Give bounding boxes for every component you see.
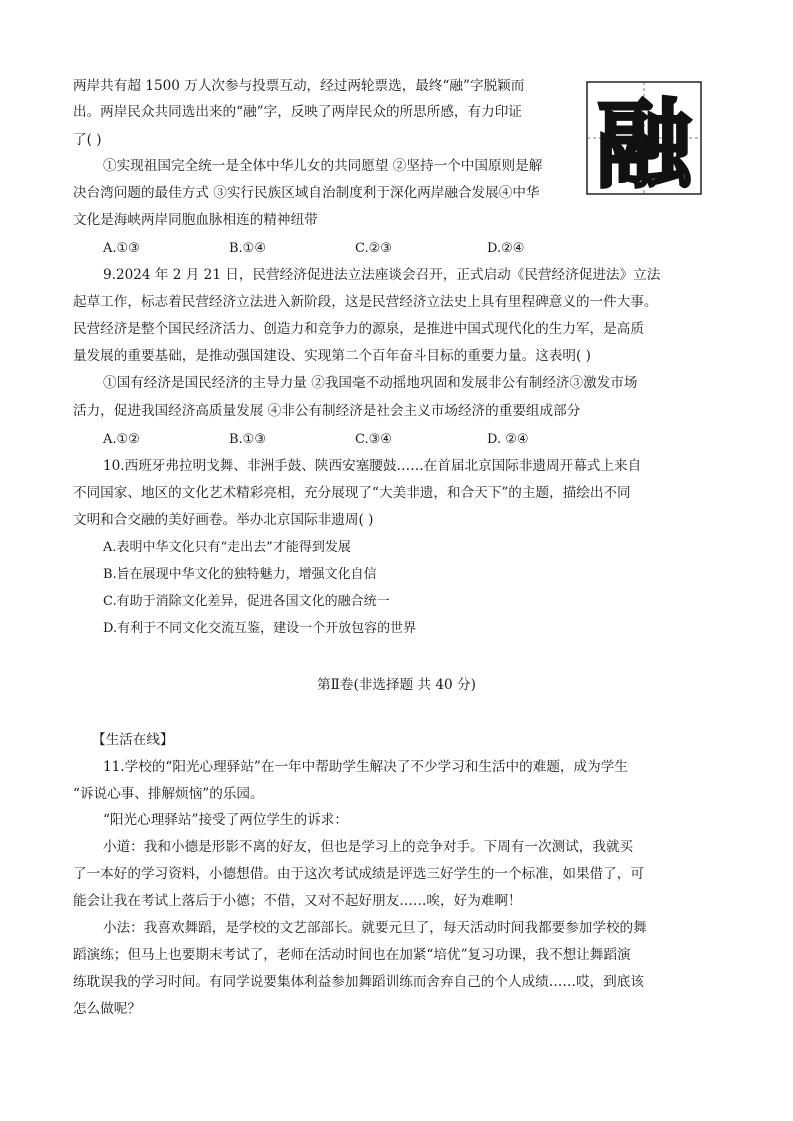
rong-character-graphic (585, 80, 703, 196)
section-heading: 【生活在线】 (92, 732, 174, 748)
q10-line-1: 10.西班牙弗拉明戈舞、非洲手鼓、陕西安塞腰鼓……在首届北京国际非遗周开幕式上来自 (103, 458, 642, 474)
q8-line-2: 出。两岸民众共同选出来的“融”字，反映了两岸民众的所思所感，有力印证 (73, 104, 522, 120)
q8-option-b[interactable]: B.①④ (229, 241, 266, 256)
q8-statement-1: ①实现祖国完全统一是全体中华儿女的共同愿望 ②坚持一个中国原则是解 (103, 158, 543, 174)
q9-option-a[interactable]: A.①② (103, 432, 140, 447)
q8-statement-3: 文化是海峡两岸同胞血脉相连的精神纽带 (73, 212, 318, 228)
q9-line-2: 起草工作，标志着民营经济立法进入新阶段，这是民营经济立法史上具有里程碑意义的一件大事。 (73, 294, 658, 310)
q9-statement-2: 活力，促进我国经济高质量发展 ④非公有制经济是社会主义市场经济的重要组成部分 (73, 403, 581, 419)
q11-line-2: “诉说心事、排解烦恼”的乐园。 (73, 786, 264, 802)
q11-line-10: 怎么做呢？ (73, 1001, 141, 1017)
q10-option-b[interactable]: B.旨在展现中华文化的独特魅力，增强文化自信 (103, 567, 377, 582)
rong-character-image (585, 80, 703, 196)
q9-line-4: 量发展的重要基础，是推动强国建设、实现第二个百年奋斗目标的重要力量。这表明( ) (73, 348, 591, 364)
q9-option-c[interactable]: C.③④ (355, 432, 392, 447)
q10-option-c[interactable]: C.有助于消除文化差异，促进各国文化的融合统一 (103, 594, 390, 609)
rong-glyph: 融 (596, 89, 692, 196)
q11-line-8: 蹈演练；但马上也要期末考试了，老师在活动时间也在加紧“培优”复习功课，我不想让舞蹈演 (73, 947, 631, 963)
q9-option-b[interactable]: B.①③ (229, 432, 266, 447)
q9-line-1: 9.2024 年 2 月 21 日，民营经济促进法立法座谈会召开，正式启动《民营经济促进法》立法 (103, 267, 661, 283)
q9-line-3: 民营经济是整个国民经济活力、创造力和竞争力的源泉，是推进中国式现代化的生力军，是高质 (73, 321, 644, 337)
q9-option-d[interactable]: D. ②④ (487, 432, 529, 447)
q10-option-a[interactable]: A.表明中华文化只有“走出去”才能得到发展 (103, 540, 351, 555)
q11-line-3: “阳光心理驿站”接受了两位学生的诉求： (103, 812, 348, 828)
q11-line-5: 了一本好的学习资料，小德想借。由于这次考试成绩是评选三好学生的一个标准，如果借了，可 (73, 866, 644, 882)
q11-line-1: 11.学校的“阳光心理驿站”在一年中帮助学生解决了不少学习和生活中的难题，成为学生 (103, 759, 628, 775)
q11-line-4: 小道：我和小德是形影不离的好友，但也是学习上的竞争对手。下周有一次测试，我就买 (103, 839, 634, 855)
q11-line-7: 小法：我喜欢舞蹈，是学校的文艺部部长。就要元旦了，每天活动时间我都要参加学校的舞 (103, 920, 647, 936)
section-title: 第Ⅱ卷(非选择题 共 40 分) (317, 677, 476, 693)
q8-option-c[interactable]: C.②③ (355, 241, 392, 256)
q10-line-3: 文明和合交融的美好画卷。举办北京国际非遗周( ) (73, 512, 374, 528)
q11-line-6: 能会让我在考试上落后于小德；不借，又对不起好朋友……唉，好为难啊！ (73, 893, 522, 909)
q11-line-9: 练耽误我的学习时间。有同学说要集体利益参加舞蹈训练而舍弃自己的个人成绩……哎，到底该 (73, 974, 644, 990)
q8-option-a[interactable]: A.①③ (103, 241, 140, 256)
q8-option-d[interactable]: D.②④ (487, 241, 525, 256)
q9-statement-1: ①国有经济是国民经济的主导力量 ②我国毫不动摇地巩固和发展非公有制经济③激发市场 (103, 375, 638, 391)
q8-line-3: 了( ) (73, 132, 102, 148)
q8-line-1: 两岸共有超 1500 万人次参与投票互动，经过两轮票选，最终“融”字脱颖而 (73, 78, 525, 94)
q10-line-2: 不同国家、地区的文化艺术精彩亮相，充分展现了“大美非遗，和合天下”的主题，描绘出不同 (73, 485, 631, 501)
q8-statement-2: 决台湾问题的最佳方式 ③实行民族区域自治制度利于深化两岸融合发展④中华 (73, 185, 540, 201)
q10-option-d[interactable]: D.有利于不同文化交流互鉴，建设一个开放包容的世界 (103, 621, 417, 636)
